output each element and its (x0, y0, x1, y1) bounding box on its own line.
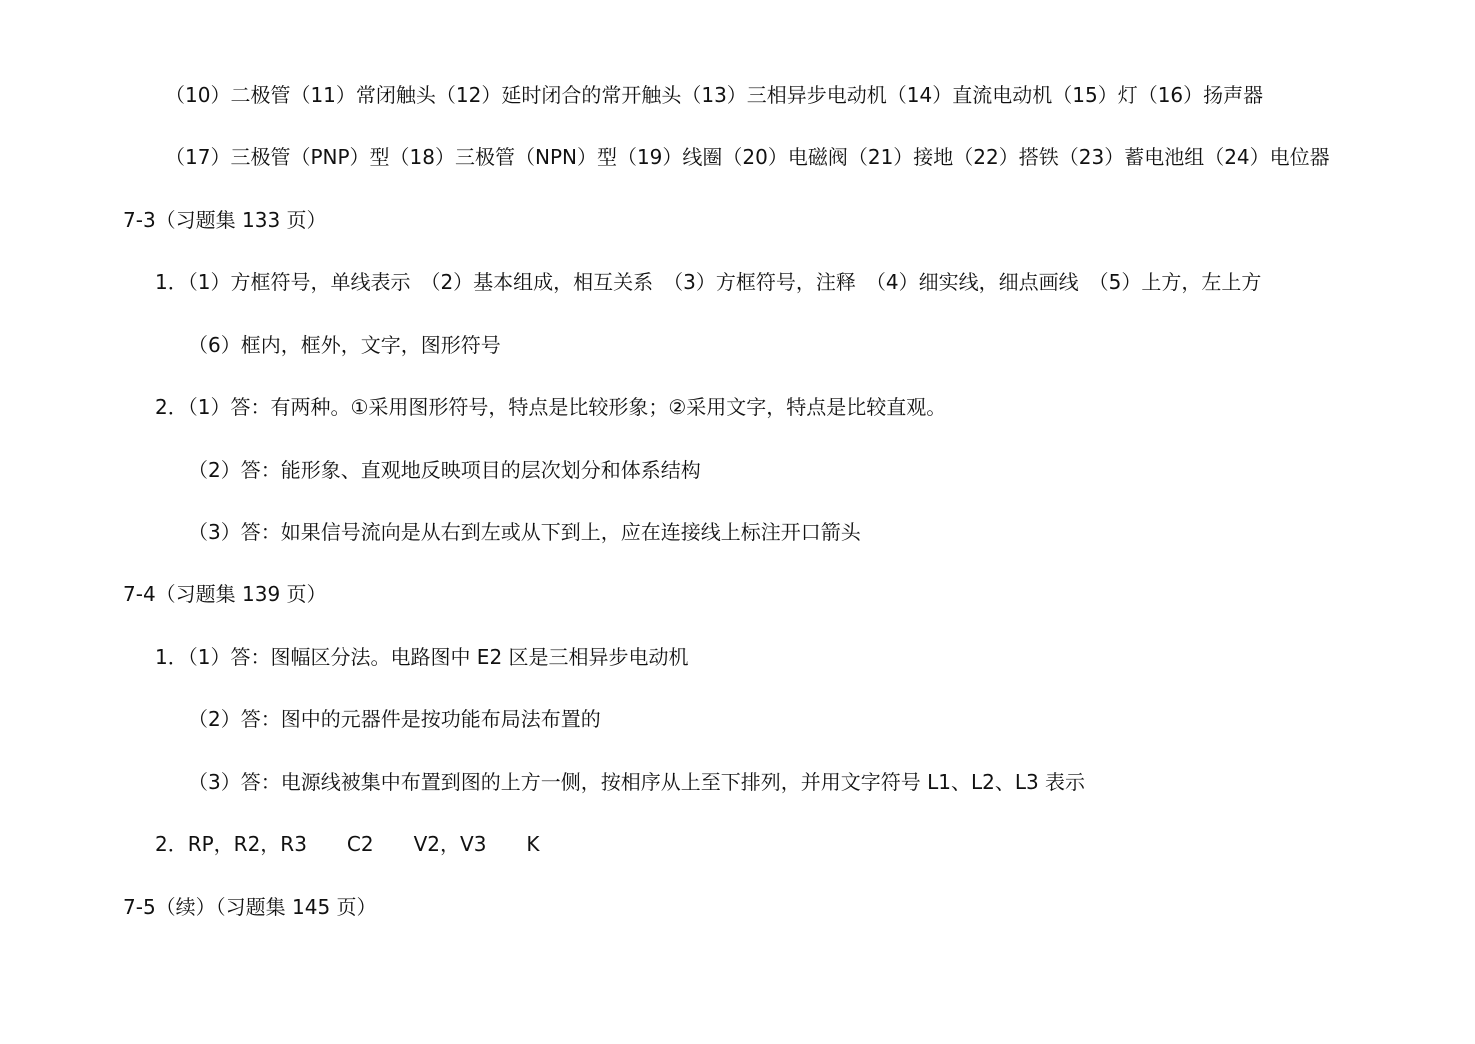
answer-line-7-4-q2: 2．RP，R2，R3 C2 V2，V3 K (155, 832, 540, 856)
answer-line-7-3-q1-6: （6）框内，框外，文字，图形符号 (188, 333, 501, 357)
answer-line-7-3-q1: 1．（1）方框符号，单线表示 （2）基本组成，相互关系 （3）方框符号，注释 （4）细实线，细点画线 （5）上方，左上方 (155, 270, 1262, 294)
answer-line-7-3-q2-3: （3）答：如果信号流向是从右到左或从下到上，应在连接线上标注开口箭头 (188, 520, 861, 544)
section-heading-7-4: 7-4（习题集 139 页） (123, 582, 327, 606)
answer-line-symbols-10-16: （10）二极管（11）常闭触头（12）延时闭合的常开触头（13）三相异步电动机（14）直流电动机（15）灯（16）扬声器 (165, 83, 1264, 107)
answer-line-7-4-q1-2: （2）答：图中的元器件是按功能布局法布置的 (188, 707, 601, 731)
section-heading-7-3: 7-3（习题集 133 页） (123, 208, 327, 232)
answer-line-7-4-q1-1: 1．（1）答：图幅区分法。电路图中 E2 区是三相异步电动机 (155, 645, 689, 669)
answer-line-7-3-q2-2: （2）答：能形象、直观地反映项目的层次划分和体系结构 (188, 458, 701, 482)
answer-line-7-4-q1-3: （3）答：电源线被集中布置到图的上方一侧，按相序从上至下排列，并用文字符号 L1、L2、L3 表示 (188, 770, 1086, 794)
answer-line-7-3-q2-1: 2．（1）答：有两种。①采用图形符号，特点是比较形象；②采用文字，特点是比较直观。 (155, 395, 947, 419)
answer-line-symbols-17-24: （17）三极管（PNP）型（18）三极管（NPN）型（19）线圈（20）电磁阀（21）接地（22）搭铁（23）蓄电池组（24）电位器 (165, 145, 1330, 169)
section-heading-7-5: 7-5（续）（习题集 145 页） (123, 895, 377, 919)
